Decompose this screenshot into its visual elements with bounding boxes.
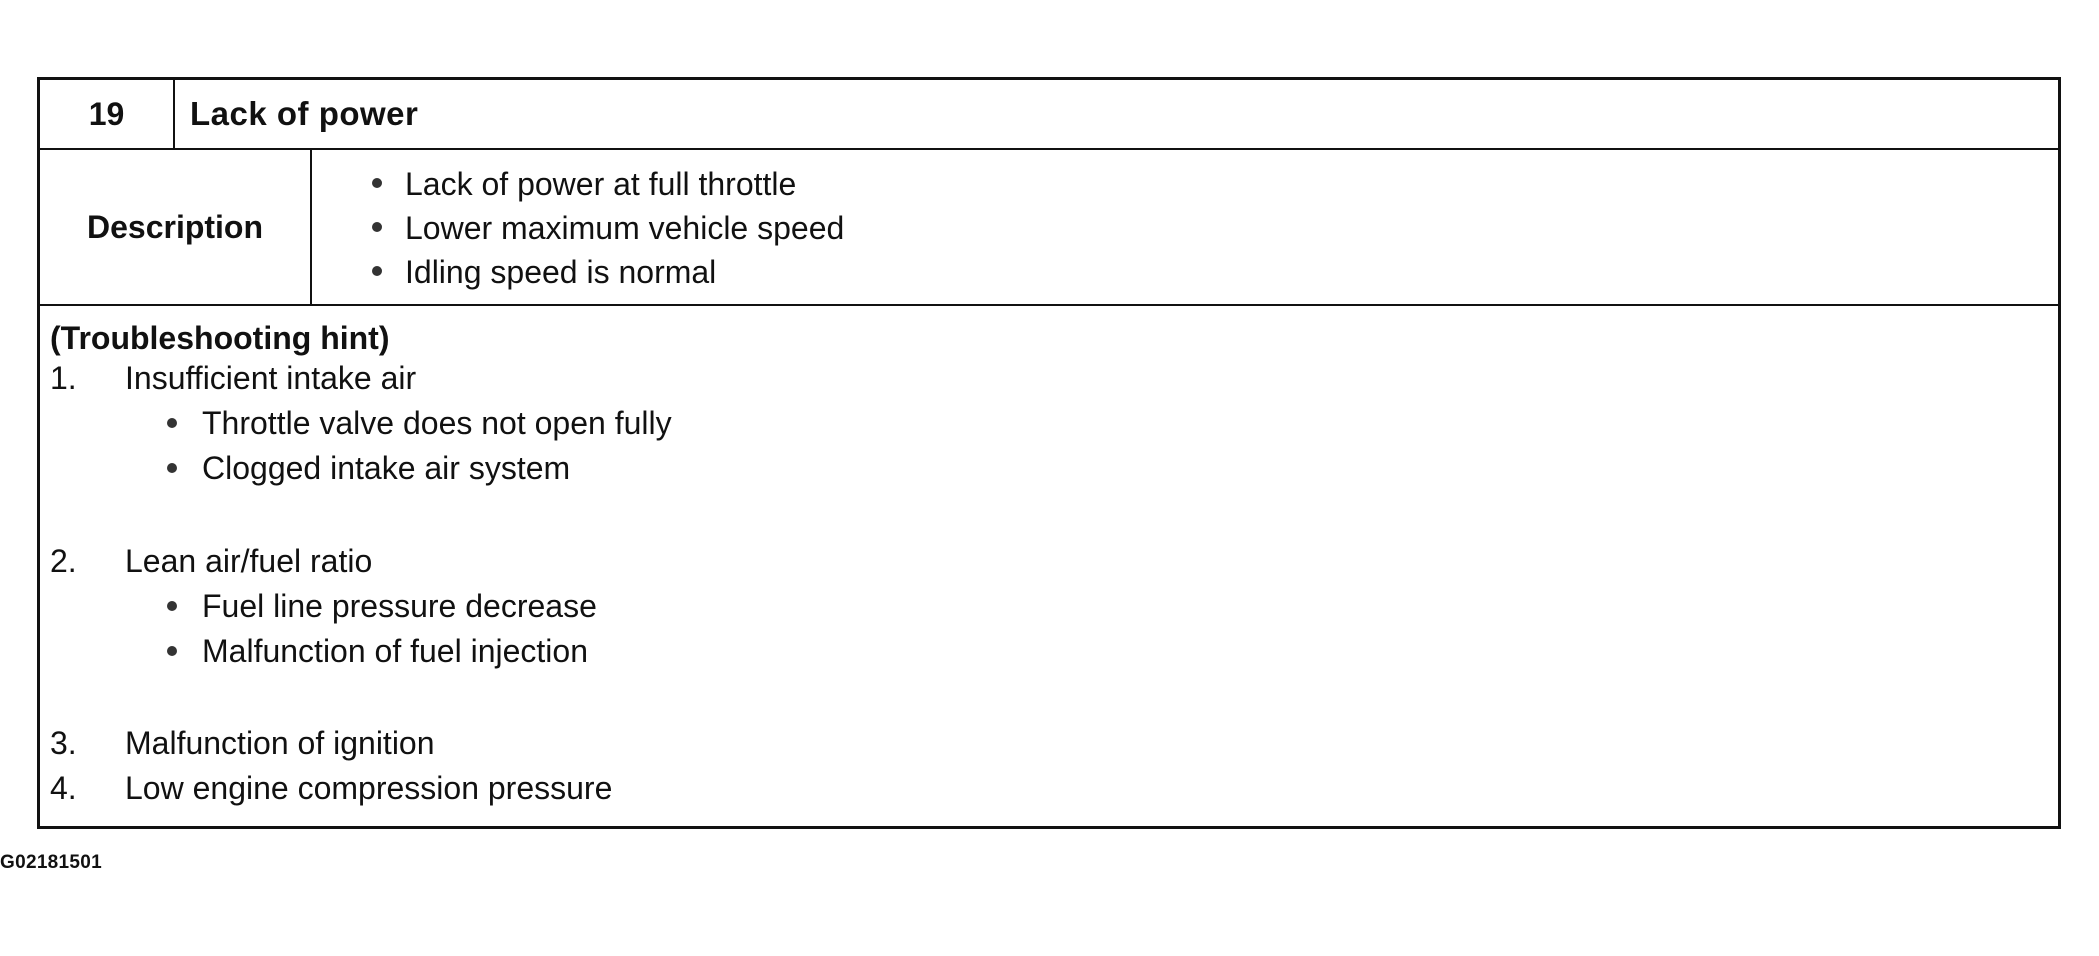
description-label: Description (40, 150, 312, 304)
hint-item-number: 3. (50, 725, 77, 761)
hint-subitem: Clogged intake air system (202, 446, 570, 491)
header-row (40, 80, 2058, 150)
bullet-icon (167, 601, 177, 611)
troubleshooting-hint (40, 306, 2058, 826)
hint-subitem: Fuel line pressure decrease (202, 584, 597, 629)
description-item: Lack of power at full throttle (370, 162, 844, 206)
hint-subitem: Throttle valve does not open fully (202, 401, 672, 446)
item-title: Lack of power (190, 95, 419, 132)
description-item: Lower maximum vehicle speed (370, 206, 844, 250)
bullet-icon (372, 266, 382, 276)
hint-item-number: 4. (50, 770, 77, 806)
troubleshooting-table (37, 77, 2061, 829)
description-row (40, 150, 2058, 306)
hint-item-number: 2. (50, 543, 77, 579)
hint-item-number: 1. (50, 360, 77, 396)
bullet-icon (372, 178, 382, 188)
bullet-icon (372, 222, 382, 232)
description-item: Idling speed is normal (370, 250, 844, 294)
item-number: 19 (40, 80, 175, 148)
bullet-icon (167, 418, 177, 428)
hint-item-text: Low engine compression pressure (125, 770, 613, 806)
hint-item-text: Insufficient intake air (125, 360, 417, 396)
hint-subitem: Malfunction of fuel injection (202, 629, 588, 674)
hint-item-text: Malfunction of ignition (125, 725, 435, 761)
bullet-icon (167, 463, 177, 473)
bullet-icon (167, 646, 177, 656)
hint-title: (Troubleshooting hint) (50, 320, 390, 356)
description-list (370, 162, 844, 294)
figure-code: G02181501 (0, 852, 103, 873)
hint-item-text: Lean air/fuel ratio (125, 543, 373, 579)
